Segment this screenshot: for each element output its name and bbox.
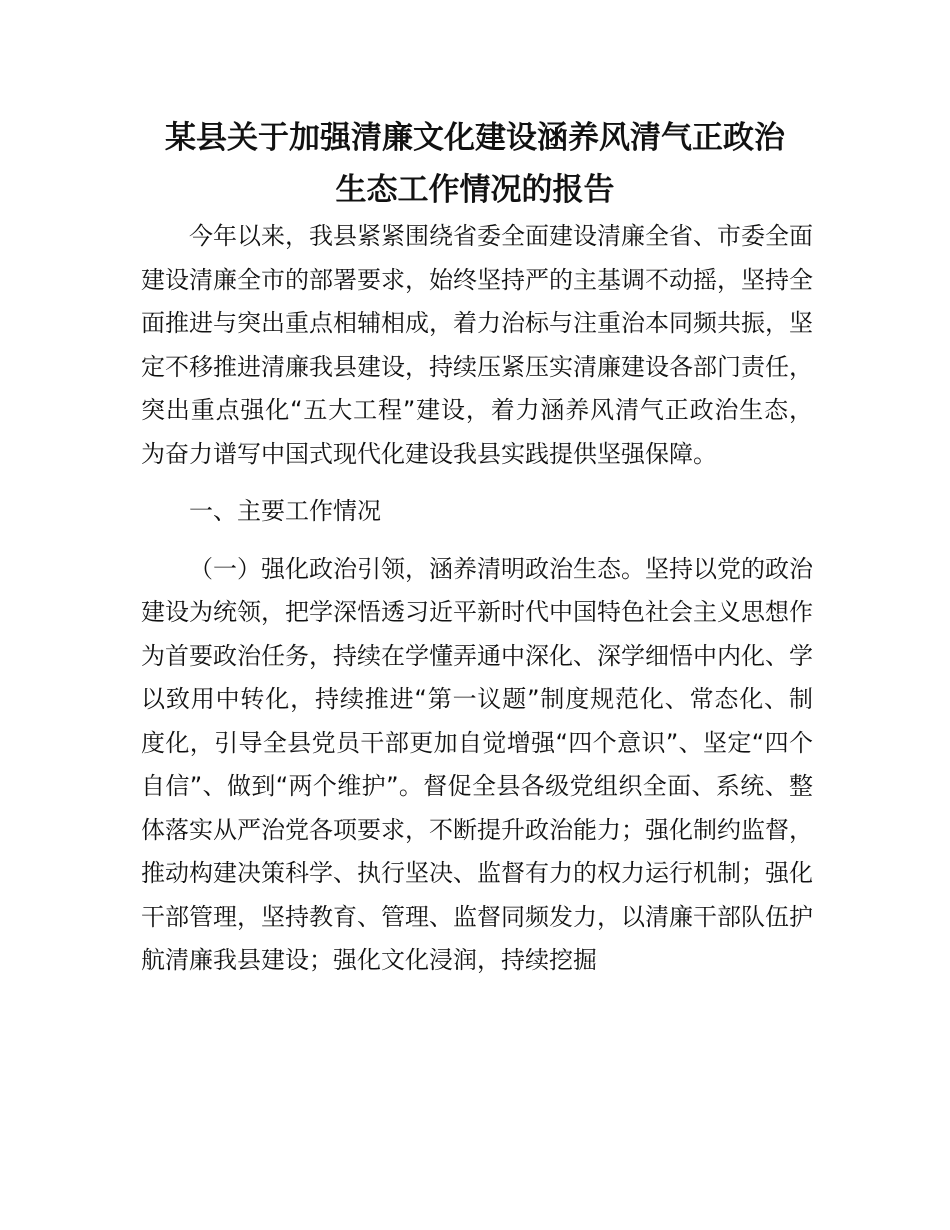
document-title xyxy=(120,112,830,216)
section-heading: 一、主要工作情况 xyxy=(189,497,381,525)
intro-paragraph: 今年以来，我县紧紧围绕省委全面建设清廉全省、市委全面建设清廉全市的部署要求，始终坚持严的主基调不动摇，坚持全面推进与突出重点相辅相成，着力治标与注重治本同频共振，坚定不移推进清廉我县建设，持续压紧压实清廉建设各部门责任，突出重点强化“五大工程”建设，着力涵养风清气正政治生态，为奋力谱写中国式现代化建设我县实践提供坚强保障。 xyxy=(141,222,813,468)
title-line-1: 某县关于加强清廉文化建设涵养风清气正政治 xyxy=(165,120,785,156)
section-paragraph: （一）强化政治引领，涵养清明政治生态。坚持以党的政治建设为统领，把学深悟透习近平新时代中国特色社会主义思想作为首要政治任务，持续在学懂弄通中深化、深学细悟中内化、学以致用中转化，持续推进“第一议题”制度规范化、常态化、制度化，引导全县党员干部更加自觉增强“四个意识”、坚定“四个自信”、做到“两个维护”。督促全县各级党组织全面、系统、整体落实从严治党各项要求，不断提升政治能力；强化制约监督，推动构建决策科学、执行坚决、监督有力的权力运行机制；强化干部管理，坚持教育、管理、监督同频发力，以清廉干部队伍护航清廉我县建设；强化文化浸润，持续挖掘 xyxy=(141,554,813,974)
document-body xyxy=(141,215,813,983)
title-line-2: 生态工作情况的报告 xyxy=(335,172,615,208)
